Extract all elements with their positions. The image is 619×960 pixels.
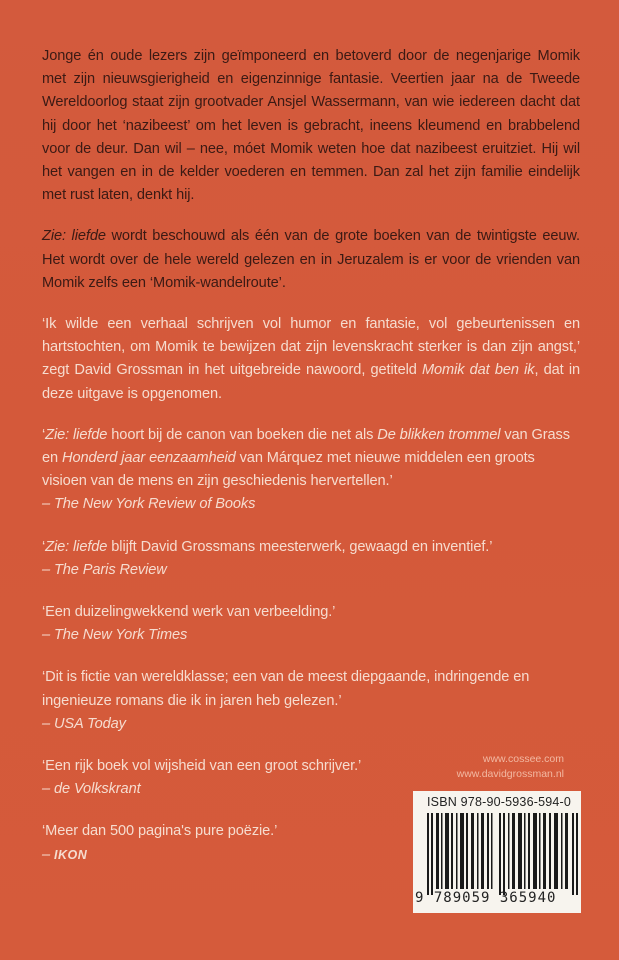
reputation-paragraph: [42, 225, 580, 295]
isbn-label: ISBN 978-90-5936-594-0: [427, 795, 572, 809]
quote-text: hoort bij de canon van boeken die net als: [107, 426, 378, 443]
book-title: Zie: liefde: [45, 538, 108, 555]
quote-text: ‘Meer dan 500 pagina's pure poëzie.’: [42, 823, 278, 840]
quote-text: ‘Een rijk boek vol wijsheid van een groot schrijver.’: [42, 758, 362, 775]
barcode-icon: [427, 813, 579, 895]
referenced-title: De blikken trommel: [377, 426, 501, 443]
review-quote: [42, 424, 580, 517]
isbn-barcode: [413, 791, 581, 913]
barcode-digits: 9 789059 365940: [415, 890, 557, 906]
author-quote-paragraph: [42, 313, 580, 406]
quote-source: – de Volkskrant: [42, 781, 141, 798]
review-quote: [42, 536, 580, 582]
author-quote-end: , dat in deze uitgave is opgenomen.: [42, 362, 580, 402]
quote-mark: ‘: [42, 426, 46, 443]
quote-text: ‘Dit is fictie van wereldklasse; een van de meest diepgaande, indringende en ingenieuze romans die ik in jaren heb gelezen.’: [42, 669, 530, 709]
quote-mark: ‘: [42, 538, 46, 555]
afterword-title: Momik dat ben ik: [421, 362, 535, 379]
review-quote: [42, 666, 580, 736]
quote-source: – The New York Review of Books: [42, 496, 256, 513]
referenced-title: Honderd jaar eenzaamheid: [62, 450, 236, 467]
quote-text: blijft David Grossmans meesterwerk, gewaagd en inventief.’: [107, 538, 493, 555]
review-quote: [42, 601, 580, 647]
source-name: IKON: [53, 847, 88, 862]
author-url: www.davidgrossman.nl: [456, 768, 564, 780]
book-title: Zie: liefde: [45, 426, 108, 443]
synopsis-paragraph: Jonge én oude lezers zijn geïmponeerd en betoverd door de negenjarige Momik met zijn nieuwsgierigheid en eigenzinnige fantasie. Veertien jaar na de Tweede Wereldoorlog staat zijn grootvader Ansjel Wassermann, van wie iedereen dacht dat hij door het ‘nazibeest’ om het leven is gebracht, ineens kleumend en brabbelend voor de deur. Dan wil – nee, móet Momik weten hoe dat nazibeest eruitziet. Hij wil het vangen en in de kelder voederen en temmen. Dan zal het zijn familie eindelijk met rust laten, denkt hij.: [42, 48, 580, 204]
publisher-links: [457, 752, 564, 782]
dash: –: [42, 846, 54, 863]
quote-source: – The New York Times: [42, 627, 188, 644]
quote-text: ‘Een duizelingwekkend werk van verbeelding.’: [42, 604, 336, 621]
quote-source: – USA Today: [42, 715, 126, 732]
quote-source: – The Paris Review: [42, 561, 167, 578]
quote-text: van Grass en: [42, 426, 570, 467]
quote-text: van Márquez met nieuwe middelen een groots visioen van de mens en zijn geschiedenis hervertellen.’: [42, 450, 535, 490]
reputation-text: wordt beschouwd als één van de grote boeken van de twintigste eeuw. Het wordt over de hele wereld gelezen en in Jeruzalem is er voor de vrienden van Momik zelfs een ‘Momik-wandelroute’.: [42, 228, 581, 291]
book-title: Zie: liefde: [42, 228, 106, 245]
publisher-url: www.cossee.com: [482, 753, 564, 765]
author-quote-text: ‘Ik wilde een verhaal schrijven vol humor en fantasie, vol gebeurtenissen en hartstochten, om Momik te bewijzen dat zijn levenskracht sterker is dan zijn angst,’ zegt David Grossman in het uitgebreide nawoord, getiteld: [42, 316, 580, 379]
